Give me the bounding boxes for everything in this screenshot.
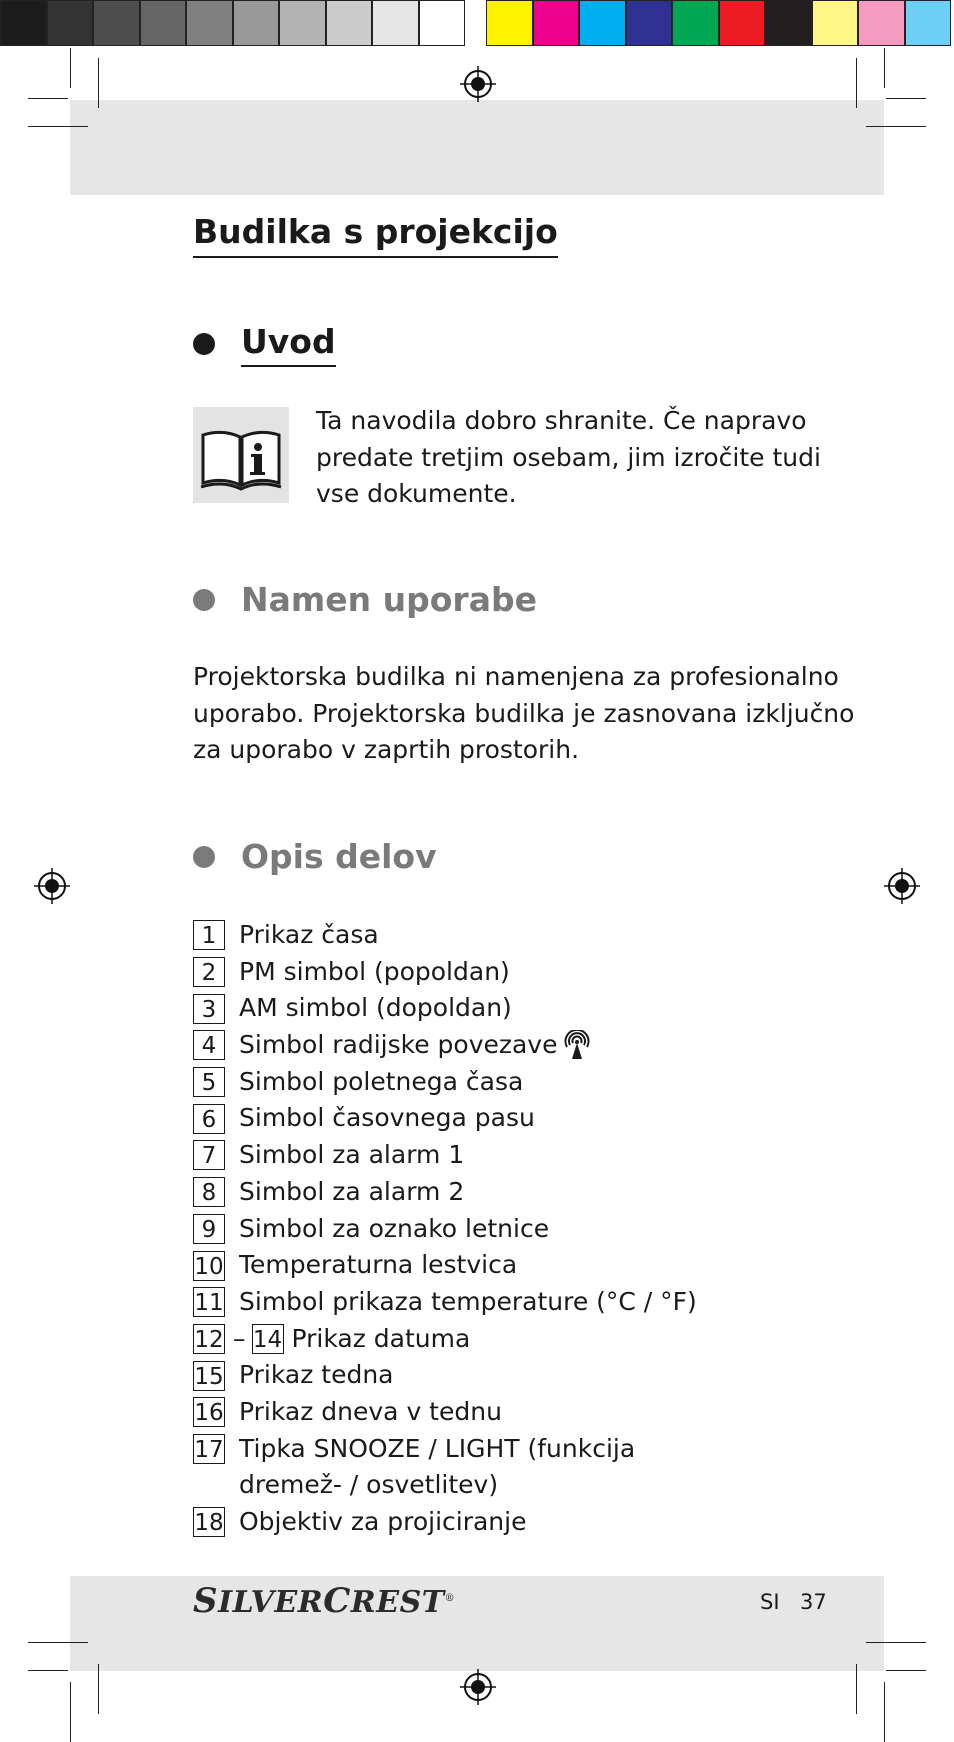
gray-swatch — [0, 0, 47, 46]
section-heading-purpose: Namen uporabe — [241, 580, 537, 619]
list-item: 9 Simbol za oznako letnice — [193, 1211, 833, 1248]
registration-mark-icon — [458, 1667, 498, 1707]
parts-list — [193, 917, 833, 1541]
color-swatch — [626, 0, 673, 46]
bullet-dot-icon — [193, 589, 215, 611]
gray-swatch — [419, 0, 466, 46]
section-purpose — [193, 579, 537, 621]
brand-logo: SILVERCREST® — [193, 1581, 456, 1621]
gray-swatch — [326, 0, 373, 46]
color-swatch — [579, 0, 626, 46]
section-intro — [193, 321, 336, 367]
page-title: Budilka s projekcijo — [193, 212, 558, 258]
color-swatch — [672, 0, 719, 46]
list-item: 6 Simbol časovnega pasu — [193, 1100, 833, 1137]
print-color-bar — [0, 0, 954, 48]
bullet-dot-icon — [193, 846, 215, 868]
list-item: 17 Tipka SNOOZE / LIGHT (funkcija dremež- / osvetlitev) — [194, 1433, 636, 1500]
list-item: 18 Objektiv za projiciranje — [194, 1507, 527, 1537]
header-band — [70, 100, 884, 195]
intro-paragraph: Ta navodila dobro shranite. Če napravo predate tretjim osebam, jim izročite tudi vse dokumente. — [316, 406, 821, 508]
section-heading-intro: Uvod — [241, 321, 336, 367]
list-item: 3 AM simbol (dopoldan) — [193, 990, 833, 1027]
gray-swatch — [93, 0, 140, 46]
gray-swatch — [47, 0, 94, 46]
color-swatch — [486, 0, 533, 46]
purpose-paragraph: Projektorska budilka ni namenjena za profesionalno uporabo. Projektorska budilka je zasnovana izključno za uporabo v zaprtih prostorih. — [193, 662, 855, 764]
list-item: 15 Prikaz tedna — [194, 1360, 394, 1390]
footer-language: SI — [760, 1590, 780, 1614]
registration-mark-icon — [882, 866, 922, 906]
list-item: 8 Simbol za alarm 2 — [193, 1174, 833, 1211]
list-item: 7 Simbol za alarm 1 — [193, 1137, 833, 1174]
color-swatch — [812, 0, 859, 46]
gray-swatch — [186, 0, 233, 46]
page-number: 37 — [800, 1590, 827, 1614]
registration-mark-icon — [32, 866, 72, 906]
color-swatch — [719, 0, 766, 46]
color-swatch — [533, 0, 580, 46]
section-parts — [193, 836, 437, 878]
gray-swatch — [279, 0, 326, 46]
list-item: 10 Temperaturna lestvica — [194, 1250, 518, 1280]
bullet-dot-icon — [193, 333, 215, 355]
list-item: 5 Simbol poletnega časa — [193, 1064, 833, 1101]
color-swatch — [905, 0, 952, 46]
section-heading-parts: Opis delov — [241, 837, 437, 876]
list-item: 1 Prikaz časa — [193, 917, 833, 954]
radio-signal-icon — [563, 1030, 591, 1060]
color-swatch — [858, 0, 905, 46]
list-item: 11 Simbol prikaza temperature (°C / °F) — [194, 1286, 697, 1317]
gray-swatch — [372, 0, 419, 46]
gray-swatch — [140, 0, 187, 46]
list-item: 4 Simbol radijske povezave — [193, 1027, 833, 1064]
info-book-icon — [193, 407, 289, 503]
color-swatch — [765, 0, 812, 46]
list-item: 16 Prikaz dneva v tednu — [194, 1396, 502, 1427]
gray-swatch — [233, 0, 280, 46]
list-item: 12 – 14 Prikaz datuma — [194, 1323, 471, 1354]
list-item: 2 PM simbol (popoldan) — [193, 954, 833, 991]
registration-mark-icon — [458, 64, 498, 104]
